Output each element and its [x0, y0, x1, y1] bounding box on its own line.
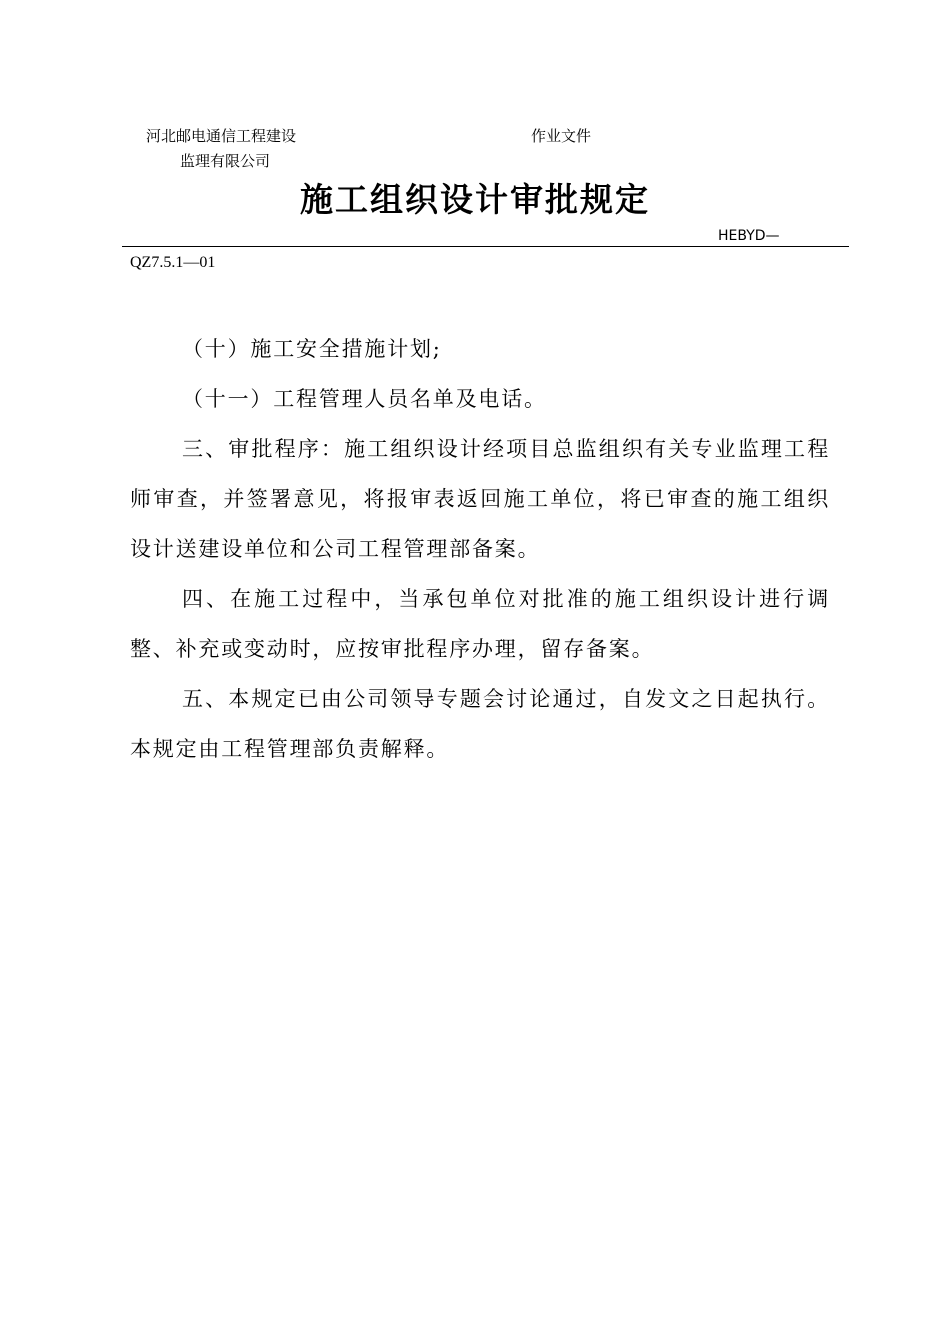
paragraph-effective: 五、本规定已由公司领导专题会讨论通过，自发文之日起执行。本规定由工程管理部负责解释。 [130, 687, 830, 761]
document-body [130, 324, 830, 774]
paragraph-item-11: （十一）工程管理人员名单及电话。 [182, 387, 547, 411]
paragraph-approval-procedure: 三、审批程序：施工组织设计经项目总监组织有关专业监理工程师审查，并签署意见，将报审表返回施工单位，将已审查的施工组织设计送建设单位和公司工程管理部备案。 [130, 437, 830, 561]
document-code-suffix: QZ7.5.1—01 [130, 254, 216, 271]
header-divider [122, 246, 849, 247]
company-name-line2: 监理有限公司 [180, 152, 271, 170]
page-title: 施工组织设计审批规定 [300, 180, 650, 219]
paragraph-adjustment: 四、在施工过程中，当承包单位对批准的施工组织设计进行调整、补充或变动时，应按审批程序办理，留存备案。 [130, 587, 830, 661]
document-code-prefix: HEBYD— [718, 228, 780, 244]
document-type: 作业文件 [531, 127, 592, 145]
paragraph-item-10: （十）施工安全措施计划; [182, 337, 442, 361]
company-name-line1: 河北邮电通信工程建设 [146, 127, 297, 145]
